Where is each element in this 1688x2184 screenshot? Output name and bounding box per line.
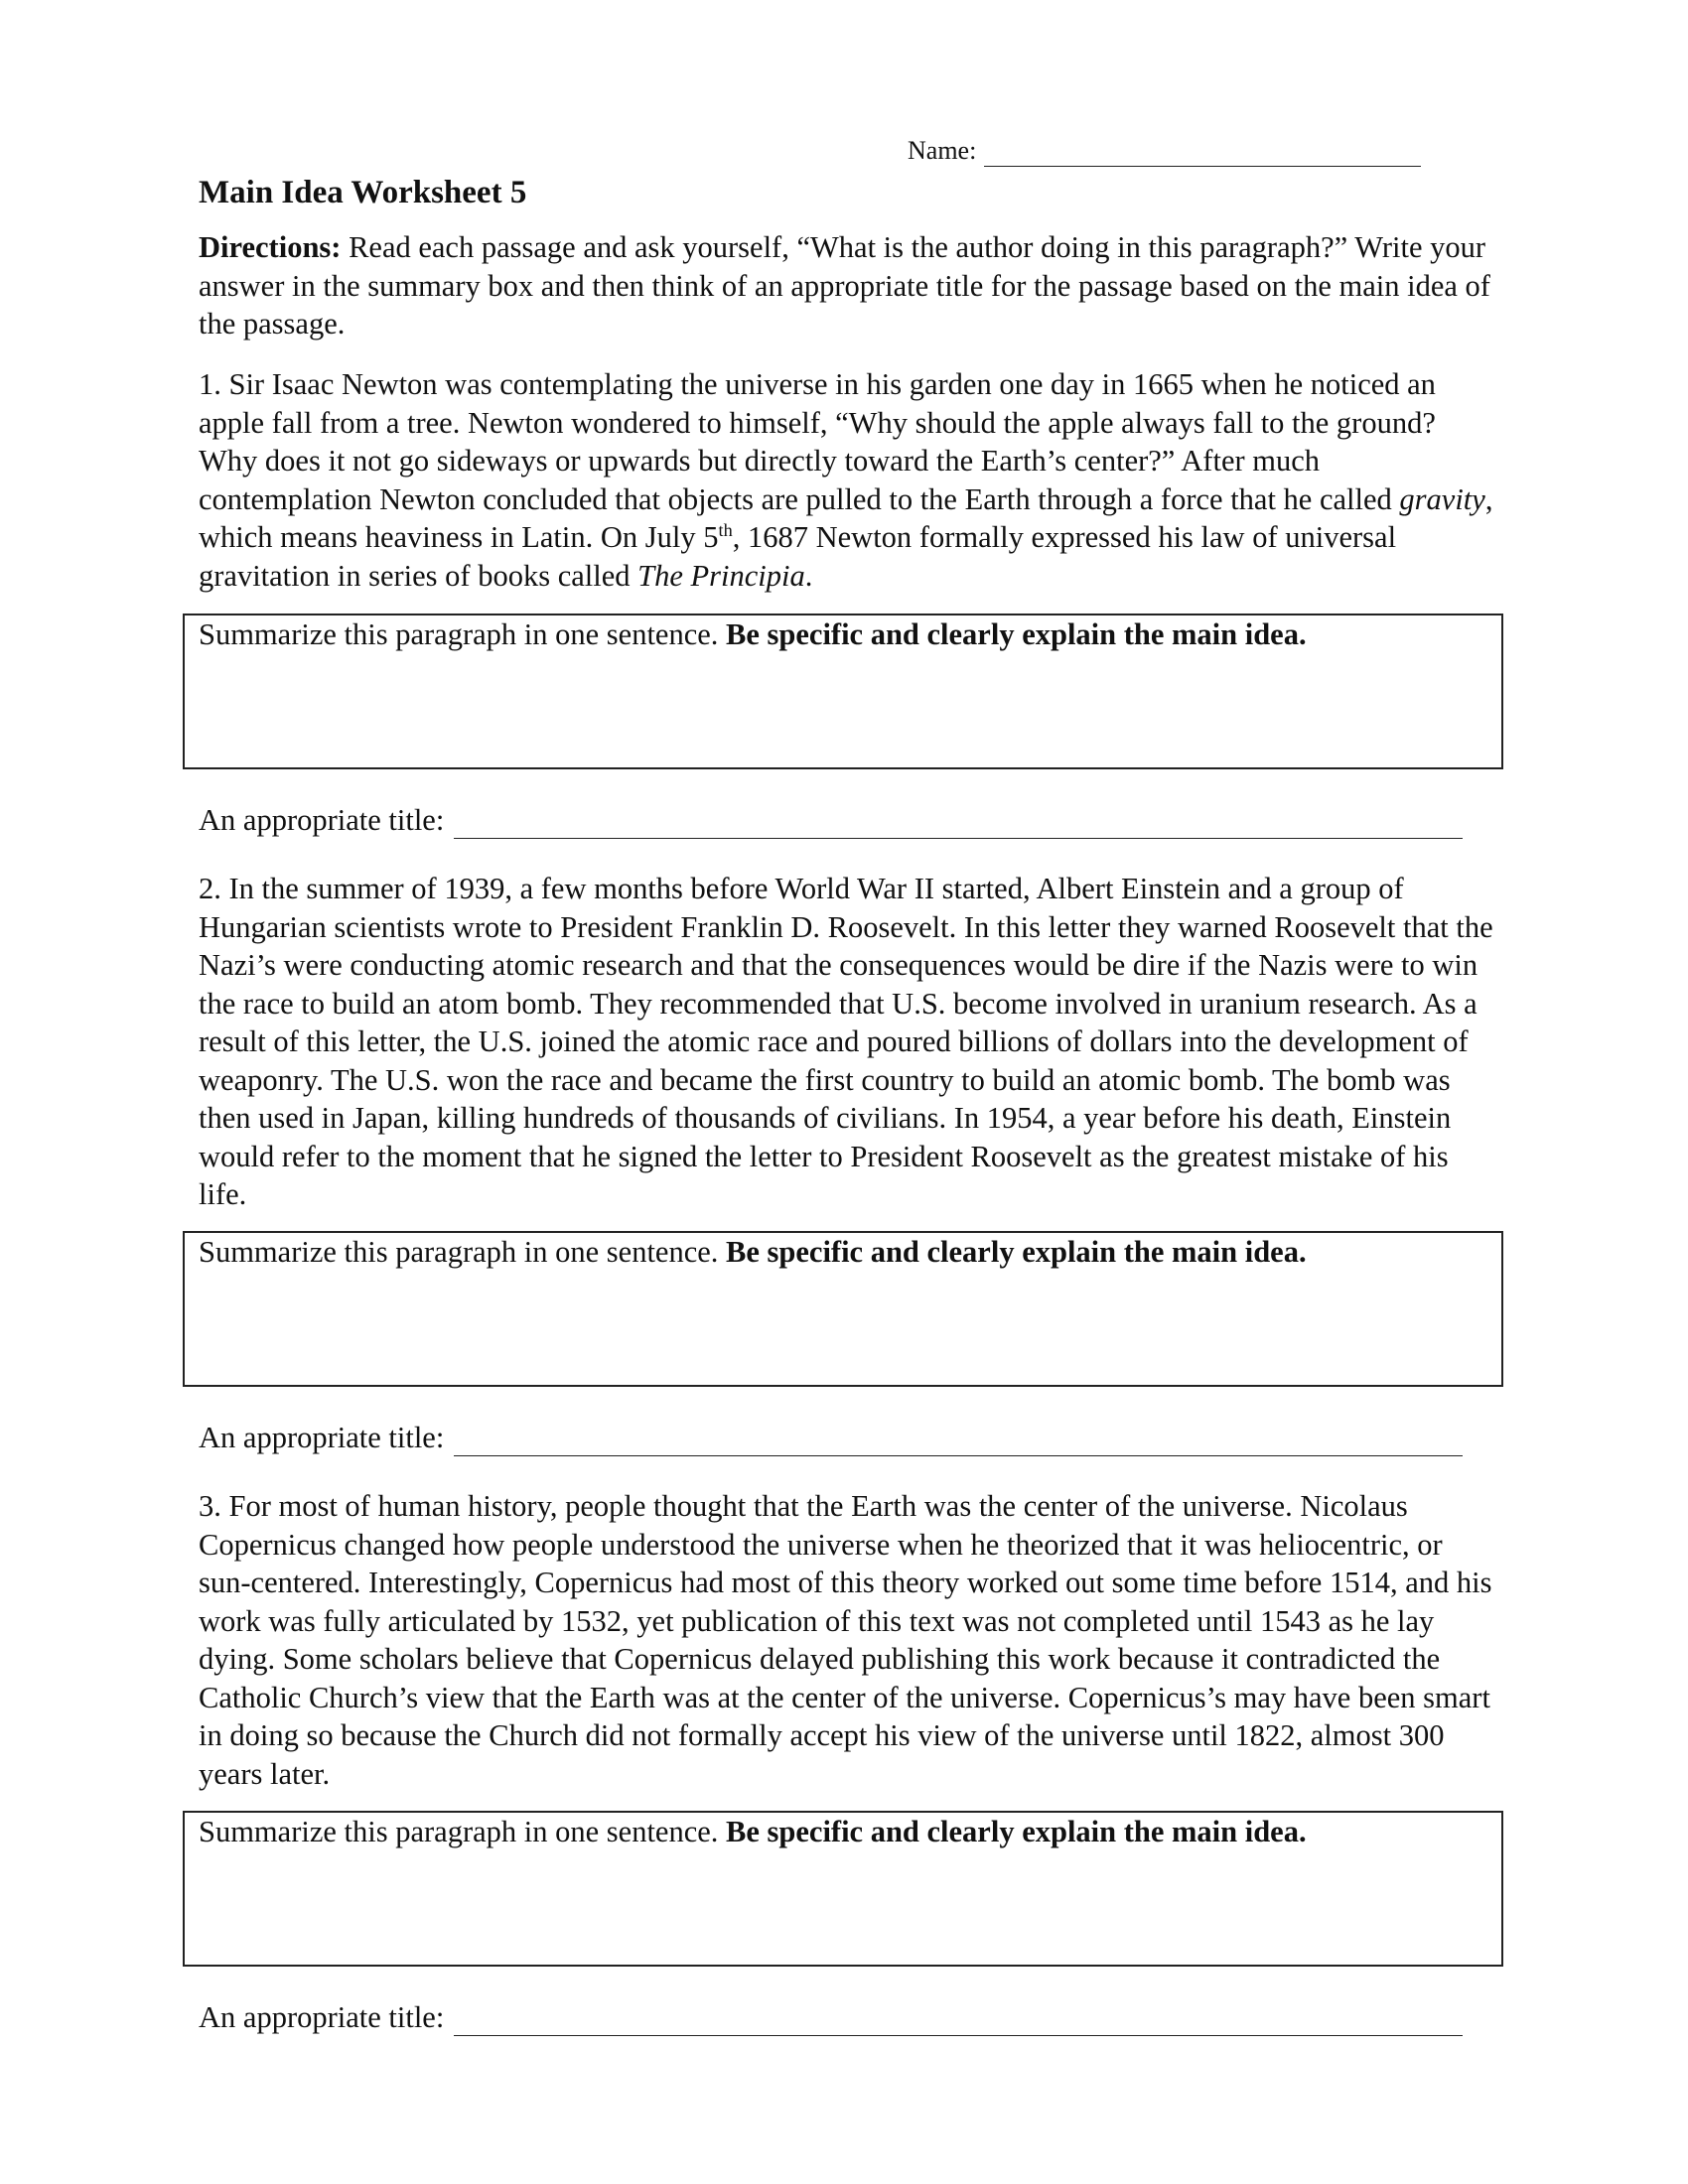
summary-prompt-2: Summarize this paragraph in one sentence. (199, 1235, 727, 1269)
summary-prompt-bold-3: Be specific and clearly explain the main idea. (726, 1815, 1307, 1848)
summary-prompt-3: Summarize this paragraph in one sentence. (199, 1815, 727, 1848)
summary-box-1[interactable] (183, 614, 1503, 769)
title-input-line-2[interactable] (454, 1426, 1463, 1456)
title-input-line-3[interactable] (454, 2005, 1463, 2036)
passage-1-text-c: , 1687 Newton formally expressed his law of universal gravitation in series of books called (199, 520, 1397, 593)
passage-2: 2. In the summer of 1939, a few months before World War II started, Albert Einstein and a group of Hungarian scientists wrote to President Franklin D. Roosevelt. In this letter they warned Roosevelt that the Nazi’s were conducting atomic research and that the consequences would be dire if the Nazis were to win the race to build an atom bomb. They recommended that U.S. become involved in uranium research. As a result of this letter, the U.S. joined the atomic race and poured billions of dollars into the development of weaponry. The U.S. won the race and became the first country to build an atomic bomb. The bomb was then used in Japan, killing hundreds of thousands of civilians. In 1954, a year before his death, Einstein would refer to the moment that he signed the letter to President Roosevelt as the greatest mistake of his life. (199, 872, 1493, 1211)
title-label-1: An appropriate title: (199, 803, 445, 837)
directions (199, 228, 1499, 343)
summary-box-3[interactable] (183, 1811, 1503, 1967)
passage-1 (199, 365, 1499, 595)
directions-text: Read each passage and ask yourself, “What is the author doing in this paragraph?” Write your answer in the summary box and then think of an appropriate title for the passage based on the main idea of the passage. (199, 230, 1490, 341)
summary-prompt-bold-2: Be specific and clearly explain the main idea. (726, 1235, 1307, 1269)
passage-1-text-a: 1. Sir Isaac Newton was contemplating the universe in his garden one day in 1665 when he noticed an apple fall from a tree. Newton wondered to himself, “Why should the apple always fall to the ground? Why does it not go sideways or upwards but directly toward the Earth’s center?” After much contemplation Newton concluded that objects are pulled to the Earth through a force that he called (199, 367, 1436, 516)
title-label-3: An appropriate title: (199, 2000, 445, 2034)
passage-1-superscript: th (718, 519, 733, 540)
title-row-3 (199, 1998, 1463, 2036)
passage-1-italic-gravity: gravity (1399, 481, 1485, 516)
title-row-2 (199, 1419, 1463, 1456)
title-input-line-1[interactable] (454, 808, 1463, 839)
name-input-line[interactable] (984, 138, 1421, 167)
summary-prompt-1: Summarize this paragraph in one sentence. (199, 617, 727, 651)
passage-1-text-b: , which means heaviness in Latin. On July 5 (199, 481, 1493, 554)
page-title: Main Idea Worksheet 5 (199, 175, 527, 210)
directions-label: Directions: (199, 230, 342, 264)
passage-3: 3. For most of human history, people thought that the Earth was the center of the universe. Nicolaus Copernicus changed how people understood the universe when he theorized that it was heliocentric, or sun-centered. Interestingly, Copernicus had most of this theory worked out some time before 1514, and his work was fully articulated by 1532, yet publication of this text was not completed until 1543 as he lay dying. Some scholars believe that Copernicus delayed publishing this work because it contradicted the Catholic Church’s view that the Earth was at the center of the universe. Copernicus’s may have been smart in doing so because the Church did not formally accept his view of the universe until 1822, almost 300 years later. (199, 1489, 1492, 1791)
title-row-1 (199, 801, 1463, 839)
passage-1-text-d: . (804, 558, 813, 593)
summary-box-2[interactable] (183, 1231, 1503, 1387)
name-label: Name: (908, 136, 977, 165)
name-field-row (908, 135, 1421, 167)
summary-prompt-bold-1: Be specific and clearly explain the main idea. (726, 617, 1307, 651)
title-label-2: An appropriate title: (199, 1421, 445, 1454)
passage-1-italic-principia: The Principia (637, 558, 805, 593)
